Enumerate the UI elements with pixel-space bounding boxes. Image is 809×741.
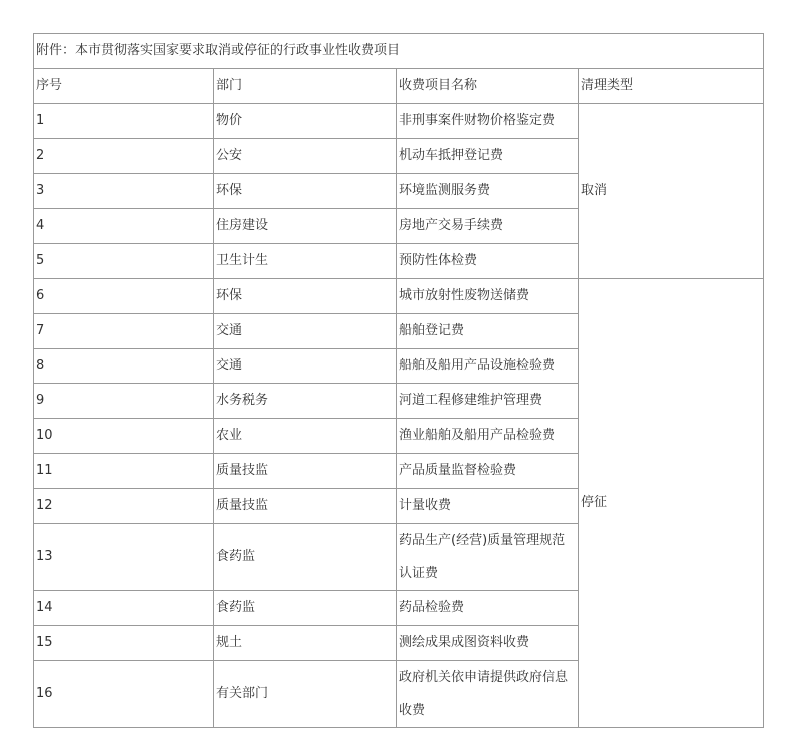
table-header-row: [34, 69, 764, 104]
row-item: 机动车抵押登记费: [397, 139, 579, 174]
row-no: 5: [34, 244, 214, 279]
row-dept: 交通: [214, 314, 397, 349]
row-dept: 农业: [214, 419, 397, 454]
row-no: 2: [34, 139, 214, 174]
row-dept: 住房建设: [214, 209, 397, 244]
row-dept: 食药监: [214, 524, 397, 591]
row-dept: 卫生计生: [214, 244, 397, 279]
row-dept: 质量技监: [214, 489, 397, 524]
table-row: [34, 279, 764, 314]
row-item: 环境监测服务费: [397, 174, 579, 209]
row-item: 药品检验费: [397, 591, 579, 626]
table-row: [34, 104, 764, 139]
row-no: 14: [34, 591, 214, 626]
group-suspend: 停征: [579, 279, 764, 728]
row-item: 计量收费: [397, 489, 579, 524]
row-dept: 有关部门: [214, 661, 397, 728]
row-item: 船舶及船用产品设施检验费: [397, 349, 579, 384]
row-no: 10: [34, 419, 214, 454]
row-no: 6: [34, 279, 214, 314]
row-item: 产品质量监督检验费: [397, 454, 579, 489]
row-item: 政府机关依申请提供政府信息收费: [397, 661, 579, 728]
row-no: 1: [34, 104, 214, 139]
row-item: 城市放射性废物送储费: [397, 279, 579, 314]
header-dept: 部门: [214, 69, 397, 104]
table-title-row: [34, 34, 764, 69]
row-no: 11: [34, 454, 214, 489]
row-dept: 公安: [214, 139, 397, 174]
row-item: 船舶登记费: [397, 314, 579, 349]
row-dept: 规土: [214, 626, 397, 661]
row-dept: 食药监: [214, 591, 397, 626]
row-item: 渔业船舶及船用产品检验费: [397, 419, 579, 454]
row-dept: 环保: [214, 279, 397, 314]
row-item: 非刑事案件财物价格鉴定费: [397, 104, 579, 139]
row-no: 12: [34, 489, 214, 524]
fee-items-table: [33, 33, 764, 728]
row-item: 房地产交易手续费: [397, 209, 579, 244]
row-no: 8: [34, 349, 214, 384]
row-dept: 水务税务: [214, 384, 397, 419]
row-dept: 质量技监: [214, 454, 397, 489]
row-no: 16: [34, 661, 214, 728]
header-no: 序号: [34, 69, 214, 104]
row-no: 7: [34, 314, 214, 349]
row-no: 4: [34, 209, 214, 244]
row-no: 3: [34, 174, 214, 209]
row-no: 13: [34, 524, 214, 591]
row-item: 河道工程修建维护管理费: [397, 384, 579, 419]
row-dept: 交通: [214, 349, 397, 384]
row-item: 药品生产(经营)质量管理规范认证费: [397, 524, 579, 591]
group-cancel: 取消: [579, 104, 764, 279]
row-item: 预防性体检费: [397, 244, 579, 279]
row-dept: 环保: [214, 174, 397, 209]
header-type: 清理类型: [579, 69, 764, 104]
header-item: 收费项目名称: [397, 69, 579, 104]
row-no: 9: [34, 384, 214, 419]
table-title: 附件：本市贯彻落实国家要求取消或停征的行政事业性收费项目: [34, 34, 764, 69]
row-dept: 物价: [214, 104, 397, 139]
row-no: 15: [34, 626, 214, 661]
row-item: 测绘成果成图资料收费: [397, 626, 579, 661]
